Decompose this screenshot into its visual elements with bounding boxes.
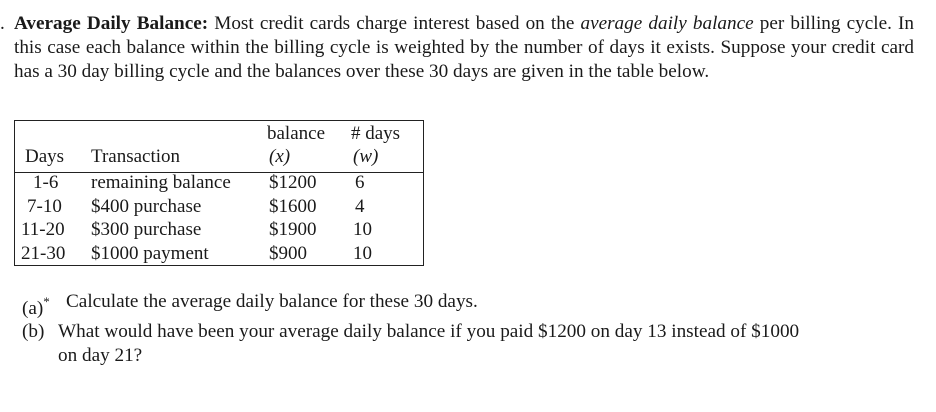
question-b-text-line-1: What would have been your average daily balance if you paid $1200 on day 13 instead of $1000 [58,321,800,342]
row-1-days: 1-6 [33,172,59,193]
row-4-ndays: 10 [353,243,372,264]
intro-emphasis: average daily balance [580,13,754,34]
question-b-label: (b) [22,321,45,342]
header-days: Days [25,146,65,167]
row-1-balance: $1200 [269,172,317,193]
balance-table [14,120,424,266]
question-a-text: Calculate the average daily balance for these 30 days. [66,291,478,312]
row-3-transaction: $300 purchase [91,219,202,240]
row-4-balance: $900 [269,243,307,264]
row-2-transaction: $400 purchase [91,196,202,217]
header-transaction: Transaction [91,146,181,167]
intro-text-1: Most credit cards charge interest based on the [208,13,581,34]
problem-intro [0,12,914,84]
item-bullet: . [0,13,5,34]
header-balance-symbol: (x) [269,146,291,167]
row-3-balance: $1900 [269,219,317,240]
row-3-days: 11-20 [21,219,65,240]
question-a-star: * [43,294,50,309]
row-3-ndays: 10 [353,219,372,240]
row-2-days: 7-10 [27,196,62,217]
row-4-transaction: $1000 payment [91,243,209,264]
header-days-symbol: (w) [353,146,379,167]
row-2-ndays: 4 [355,196,365,217]
question-a-label-text: (a) [22,298,44,319]
intro-text-2: per billing cycle. In this case each balance within the billing cycle is weighted by the number of days it exists. Suppose your credit card has a 30 day billing cycle and the balances over these 30 days are given in the table below. [14,13,914,82]
row-4-days: 21-30 [21,243,66,264]
header-num-days: # days [351,123,401,144]
problem-title: Average Daily Balance: [14,13,209,34]
row-1-transaction: remaining balance [91,172,231,193]
row-2-balance: $1600 [269,196,317,217]
row-1-ndays: 6 [355,172,365,193]
question-a-label [22,290,50,321]
question-b-text-line-2: on day 21? [58,345,143,366]
header-balance: balance [267,123,326,144]
